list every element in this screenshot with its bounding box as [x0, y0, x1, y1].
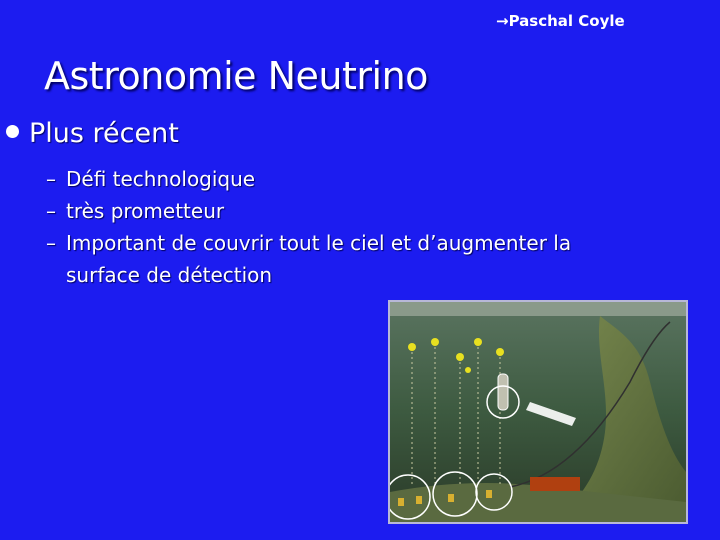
dash-marker: – — [46, 199, 56, 223]
sub-item-continuation: surface de détection — [66, 263, 273, 287]
bullet-text: Plus récent — [29, 118, 179, 149]
dash-marker: – — [46, 231, 56, 255]
bullet-item — [6, 118, 179, 149]
dash-marker: – — [46, 167, 56, 191]
bullet-dot-icon — [6, 125, 19, 138]
underwater-scene-icon — [390, 302, 686, 522]
sub-item — [46, 195, 224, 227]
sub-item-text: très prometteur — [66, 199, 225, 223]
underwater-telescope-illustration — [388, 300, 688, 524]
sub-item-text: Défi technologique — [66, 167, 256, 191]
author-credit: →Paschal Coyle — [496, 12, 625, 30]
sub-item — [46, 227, 571, 259]
sub-item-text: Important de couvrir tout le ciel et d’augmenter la — [66, 231, 572, 255]
slide-title: Astronomie Neutrino — [44, 54, 428, 98]
sub-item — [46, 163, 255, 195]
